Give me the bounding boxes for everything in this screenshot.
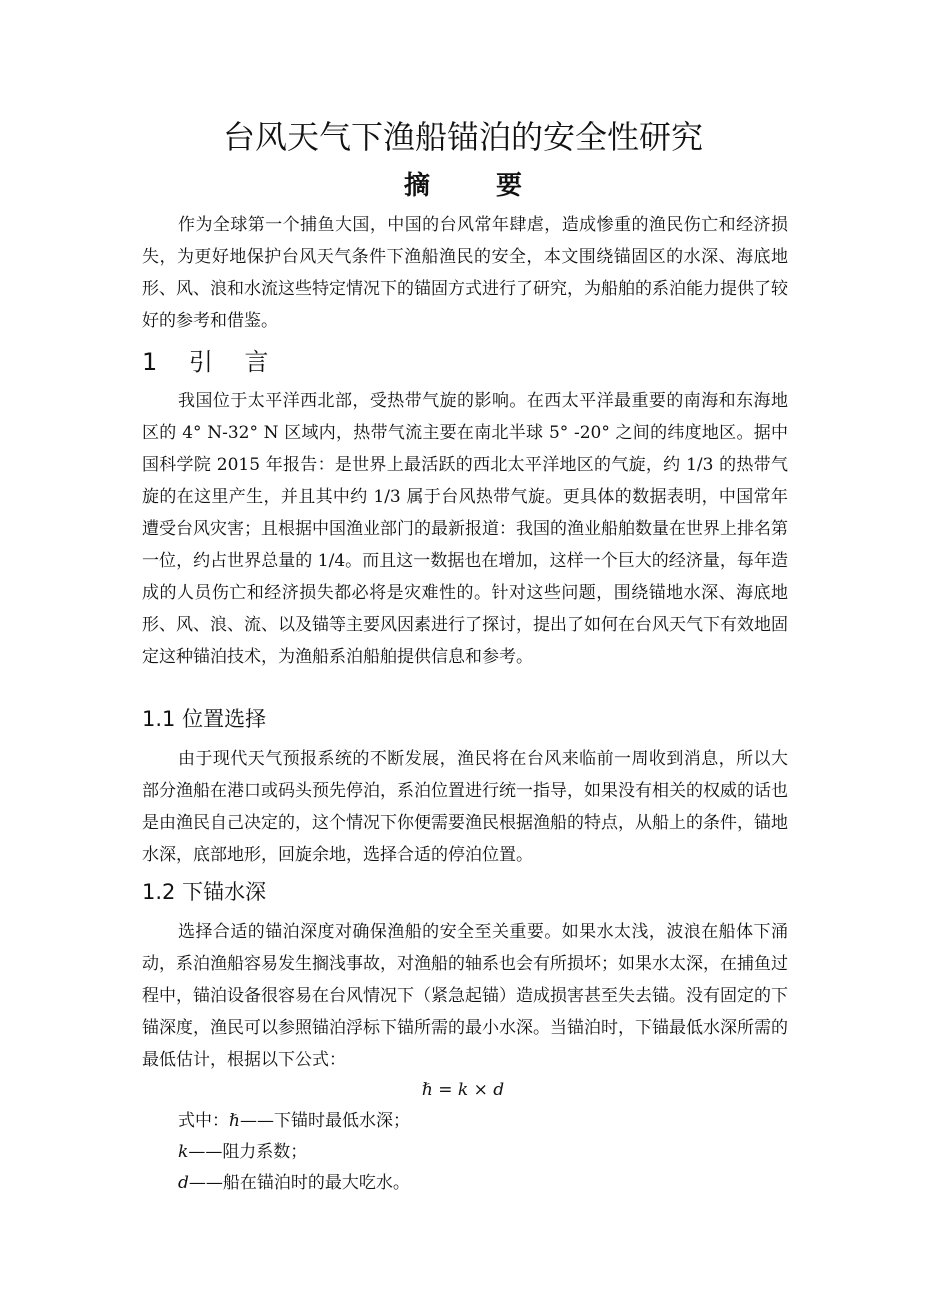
section-1-1-heading: 1.1 位置选择 <box>142 707 267 731</box>
variable-description: ——下锚时最低水深； <box>239 1111 410 1131</box>
section-1-2-heading: 1.2 下锚水深 <box>142 880 267 904</box>
section-1-1-paragraph: 由于现代天气预报系统的不断发展，渔民将在台风来临前一周收到消息，所以大部分渔船在港口或码头预先停泊，系泊位置进行统一指导，如果没有相关的权威的话也是由渔民自己决定的，这个情况下你便需要渔民根据渔船的特点，从船上的条件，锚地水深，底部地形，回旋余地，选择合适的停泊位置。 <box>142 749 788 865</box>
variable-description: ——阻力系数； <box>188 1142 308 1162</box>
where-prefix: 式中： <box>178 1111 229 1131</box>
variable-symbol: k <box>178 1142 189 1162</box>
variable-description: ——船在锚泊时的最大吃水。 <box>188 1173 410 1193</box>
section-1-2-paragraph: 选择合适的锚泊深度对确保渔船的安全至关重要。如果水太浅，波浪在船体下涌动，系泊渔船容易发生搁浅事故，对渔船的轴系也会有所损坏；如果水太深，在捕鱼过程中，锚泊设备很容易在台风情况下（紧急起锚）造成损害甚至失去锚。没有固定的下锚深度，渔民可以参照锚泊浮标下锚所需的最小水深。当锚泊时，下锚最低水深所需的最低估计，根据以下公式： <box>142 922 788 1070</box>
section-1-paragraph: 我国位于太平洋西北部，受热带气旋的影响。在西太平洋最重要的南海和东海地区的 4° N-32° N 区域内，热带气流主要在南北半球 5° -20° 之间的纬度地区。据中国科学院 2015 年报告：是世界上最活跃的西北太平洋地区的气旋，约 1/3 的热带气旋的在这里产生，并且其中约 1/3 属于台风热带气旋。更具体的数据表明，中国常年遭受台风灾害；且根据中国渔业部门的最新报道：我国的渔业船舶数量在世界上排名第一位，约占世界总量的 1/4。而且这一数据也在增加，这样一个巨大的经济量，每年造成的人员伤亡和经济损失都必将是灾难性的。针对这些问题，围绕锚地水深、海底地形、风、浪、流、以及锚等主要风因素进行了探讨，提出了如何在台风天气下有效地固定这种锚泊技术，为渔船系泊船舶提供信息和参考。 <box>142 391 788 667</box>
abstract-heading: 摘 要 <box>403 171 542 201</box>
paper-title: 台风天气下渔船锚泊的安全性研究 <box>222 118 703 156</box>
variable-definition-k <box>178 1136 307 1168</box>
variable-symbol: ℏ <box>229 1111 240 1131</box>
variable-symbol: d <box>178 1173 189 1193</box>
abstract-paragraph: 作为全球第一个捕鱼大国，中国的台风常年肆虐，造成惨重的渔民伤亡和经济损失，为更好地保护台风天气条件下渔船渔民的安全，本文围绕锚固区的水深、海底地形、风、浪和水流这些特定情况下的锚固方式进行了研究，为船舶的系泊能力提供了较好的参考和借鉴。 <box>142 215 788 331</box>
depth-formula: ℏ = k × d <box>421 1080 505 1100</box>
variable-definition-d <box>178 1167 410 1199</box>
variable-definition-h <box>178 1105 410 1137</box>
section-1-heading: 1 引 言 <box>142 348 269 376</box>
